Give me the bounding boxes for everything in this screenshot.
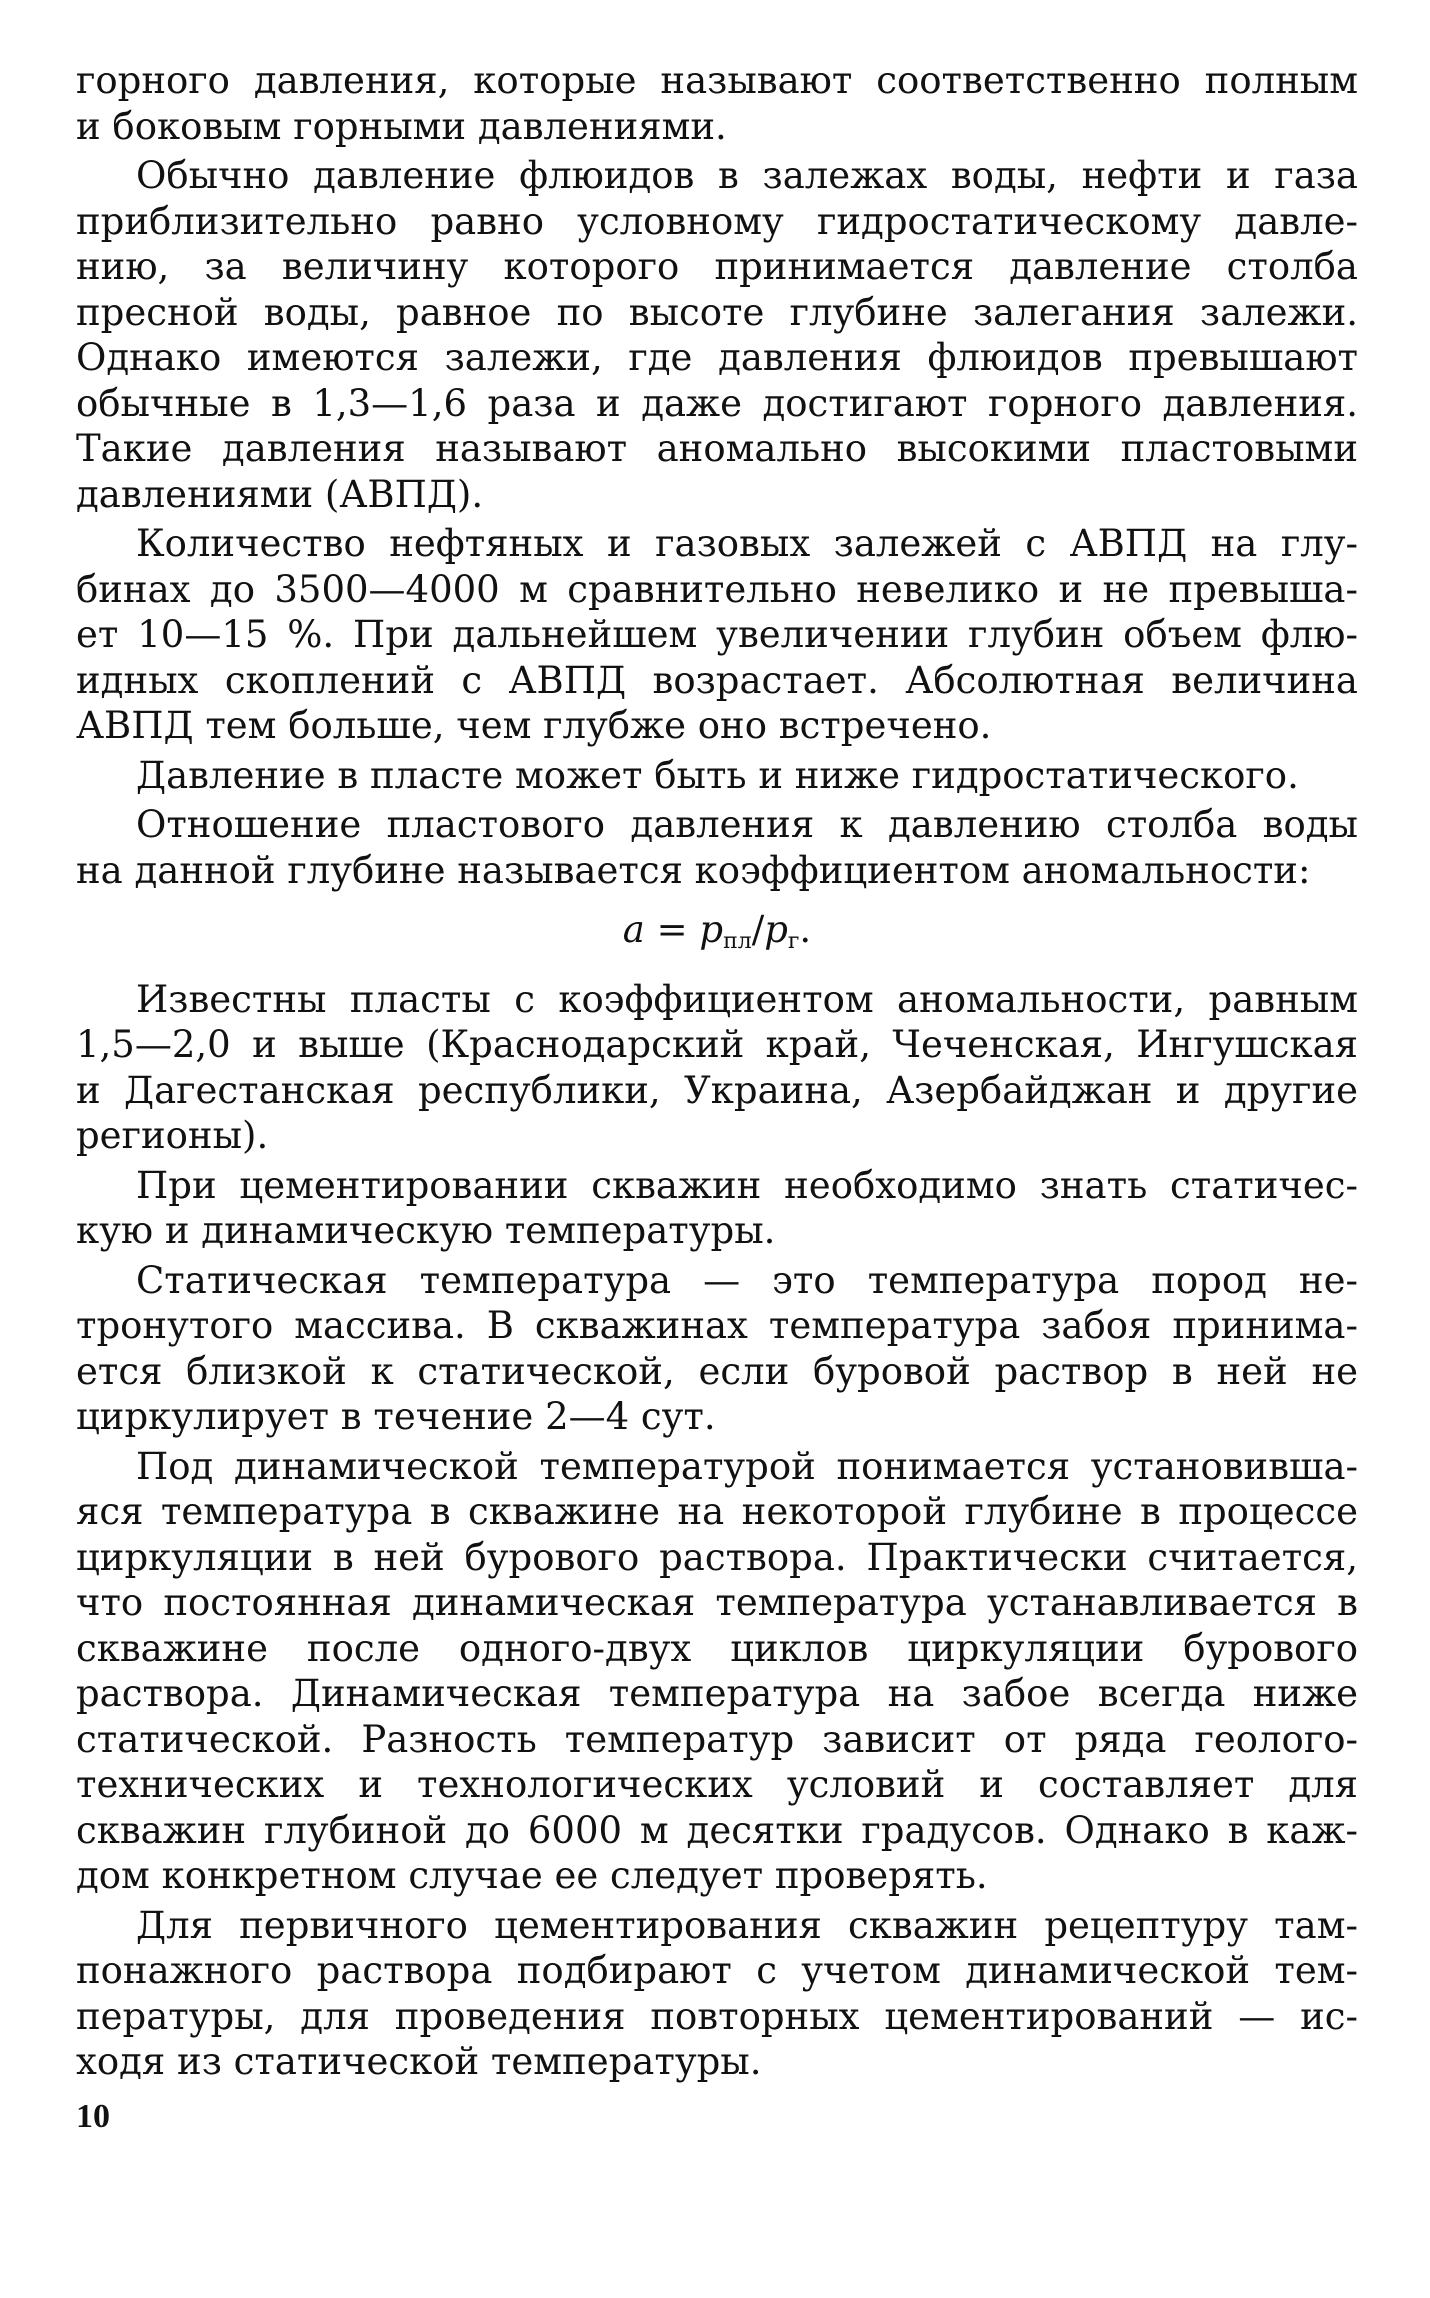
- formula-p-rock-subscript: г: [787, 929, 800, 954]
- text-line: идных скоплений с АВПД возрастает. Абсолютная величина: [76, 658, 1358, 702]
- text-line: дом конкретном случае ее следует проверять.: [76, 1854, 988, 1897]
- text-line: приблизительно равно условному гидростатическому давле-: [76, 199, 1358, 243]
- text-line: Статическая температура — это температура пород не-: [136, 1258, 1358, 1302]
- formula-lhs: a: [622, 908, 645, 951]
- paragraph: [76, 58, 1358, 149]
- text-line: Обычно давление флюидов в залежах воды, нефти и газа: [136, 154, 1358, 197]
- paragraph: [76, 1258, 1358, 1440]
- text-line: обычные в 1,3—1,6 раза и даже достигают горного давления.: [76, 381, 1358, 425]
- text-line: ется близкой к статической, если буровой раствор в ней не: [76, 1349, 1358, 1393]
- text-line: скважине после одного-двух циклов циркуляции бурового: [76, 1626, 1358, 1670]
- text-line: регионы).: [76, 1114, 269, 1157]
- text-line: нию, за величину которого принимается давление столба: [76, 245, 1358, 288]
- paragraph: [76, 1903, 1358, 2085]
- text-line: Количество нефтяных и газовых залежей с АВПД на глу-: [136, 522, 1358, 565]
- text-line: раствора. Динамическая температура на забое всегда ниже: [76, 1672, 1358, 1715]
- text-after-formula: [76, 977, 1358, 2085]
- text-line: понажного раствора подбирают с учетом динамической тем-: [76, 1949, 1358, 1992]
- formula-anomaly-coefficient: [76, 907, 1358, 953]
- formula-equals: =: [656, 908, 688, 951]
- text-line: циркуляции в ней бурового раствора. Практически считается,: [76, 1535, 1358, 1579]
- text-line: 1,5—2,0 и выше (Краснодарский край, Чеченская, Ингушская: [76, 1023, 1358, 1066]
- page-body: [76, 58, 1358, 2089]
- text-line: Однако имеются залежи, где давления флюидов превышают: [76, 336, 1358, 379]
- text-line: кую и динамическую температуры.: [76, 1209, 776, 1252]
- text-line: Отношение пластового давления к давлению столба воды: [136, 803, 1358, 846]
- text-line: и боковым горными давлениями.: [76, 104, 727, 148]
- page-number: 10: [76, 2098, 110, 2135]
- text-line: АВПД тем больше, чем глубже оно встречено.: [76, 704, 992, 747]
- formula-p-rock: p: [764, 908, 788, 951]
- formula-slash: /: [751, 908, 765, 951]
- text-line: ет 10—15 %. При дальнейшем увеличении глубин объем флю-: [76, 613, 1358, 656]
- formula-p-layer-subscript: пл: [723, 929, 752, 954]
- text-line: Под динамической температурой понимается установивша-: [136, 1444, 1358, 1488]
- formula-end: .: [799, 908, 812, 951]
- paragraph: [76, 521, 1358, 749]
- formula-p-layer: p: [699, 908, 724, 951]
- text-line: тронутого массива. В скважинах температура забоя принима-: [76, 1304, 1358, 1347]
- text-line: ходя из статической температуры.: [76, 2040, 762, 2083]
- text-before-formula: [76, 58, 1358, 893]
- text-line: При цементировании скважин необходимо знать статичес-: [136, 1163, 1358, 1207]
- text-line: пресной воды, равное по высоте глубине залегания залежи.: [76, 290, 1358, 334]
- text-line: статической. Разность температур зависит от ряда геолого-: [76, 1717, 1358, 1761]
- text-line: горного давления, которые называют соответственно полным: [76, 59, 1358, 102]
- text-line: технических и технологических условий и составляет для: [76, 1763, 1358, 1806]
- paragraph: [76, 753, 1358, 799]
- text-line: пературы, для проведения повторных цементирований — ис-: [76, 1994, 1358, 2038]
- text-line: циркулирует в течение 2—4 сут.: [76, 1395, 716, 1438]
- text-line: скважин глубиной до 6000 м десятки градусов. Однако в каж-: [76, 1808, 1358, 1852]
- text-line: на данной глубине называется коэффициентом аномальности:: [76, 848, 1311, 892]
- paragraph: [76, 1163, 1358, 1254]
- paragraph: [76, 802, 1358, 893]
- text-line: яся температура в скважине на некоторой глубине в процессе: [76, 1490, 1358, 1533]
- text-line: давлениями (АВПД).: [76, 472, 484, 516]
- paragraph: [76, 1444, 1358, 1899]
- text-line: Для первичного цементирования скважин рецептуру там-: [136, 1903, 1358, 1947]
- text-line: и Дагестанская республики, Украина, Азербайджан и другие: [76, 1068, 1358, 1112]
- paragraph: [76, 153, 1358, 517]
- text-line: Давление в пласте может быть и ниже гидростатического.: [136, 753, 1299, 797]
- text-line: Известны пласты с коэффициентом аномальности, равным: [136, 977, 1358, 1021]
- text-line: Такие давления называют аномально высокими пластовыми: [76, 427, 1358, 470]
- paragraph: [76, 977, 1358, 1159]
- text-line: бинах до 3500—4000 м сравнительно невелико и не превыша-: [76, 567, 1358, 611]
- text-line: что постоянная динамическая температура устанавливается в: [76, 1581, 1358, 1624]
